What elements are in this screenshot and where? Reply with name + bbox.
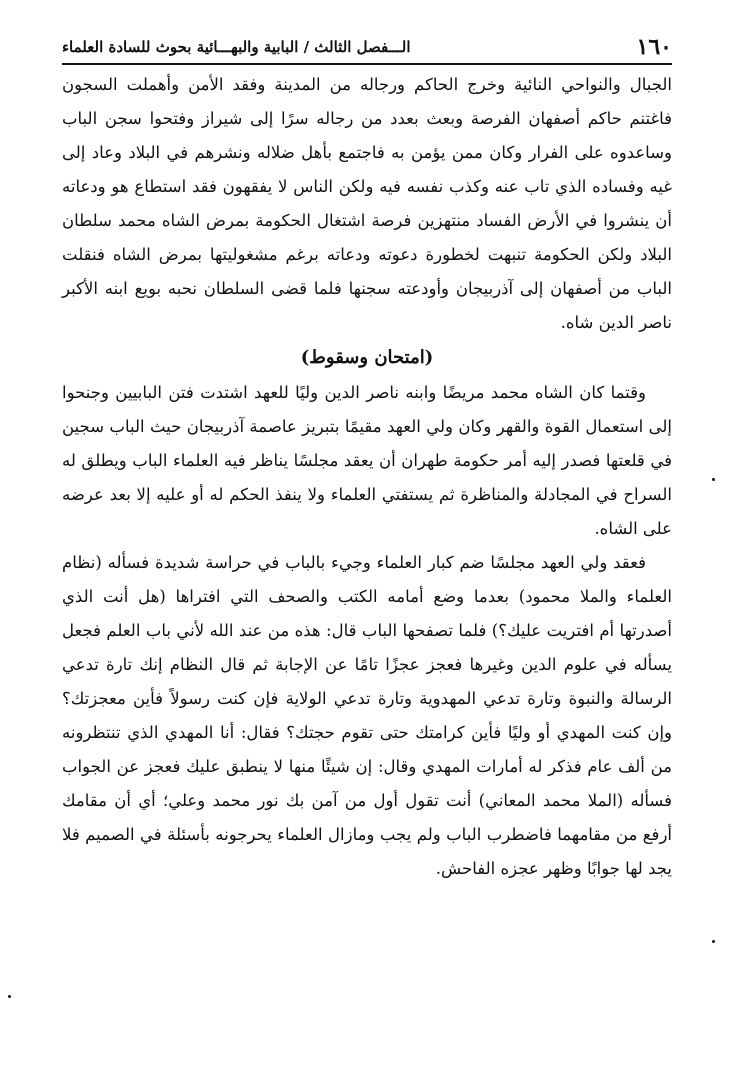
page-body — [62, 68, 672, 886]
scan-speck — [8, 995, 11, 998]
scan-speck — [712, 940, 715, 943]
scan-speck — [712, 478, 715, 481]
page-header — [62, 30, 672, 60]
header-divider — [62, 63, 672, 65]
paragraph-continued: الجبال والنواحي النائية وخرج الحاكم ورجاله من المدينة وفقد الأمن وأهملت السجون فاغتنم حاكم أصفهان الفرصة وبعث بعدد من رجاله سرًا إلى شيراز وفتحوا سجن الباب وساعدوه على الفرار وكان ممن يؤمن به فاجتمع بأهل ضلاله ونشرهم في البلاد وعاد إلى غيه وفساده الذي تاب عنه وكذب نفسه فيه ولكن الناس لا يفقهون فقد استطاع هو ودعاته أن ينشروا في الأرض الفساد منتهزين فرصة اشتغال الحكومة بمرض الشاه محمد سلطان البلاد ولكن الحكومة تنبهت لخطورة دعوته ودعاته برغم مشغوليتها بمرض الشاه فنقلت الباب من أصفهان إلى آذربيجان وأودعته سجنها فلما قضى السلطان نحبه بويع ابنه الأكبر ناصر الدين شاه. — [62, 75, 672, 332]
section-heading: (امتحان وسقوط) — [300, 347, 434, 368]
section-paragraph-1: وقتما كان الشاه محمد مريضًا وابنه ناصر الدين وليًا للعهد اشتدت فتن البابيين وجنحوا إلى استعمال القوة والقهر وكان ولي العهد مقيمًا بتبريز عاصمة آذربيجان حيث الباب سجين في قلعتها فصدر إليه أمر حكومة طهران أن يعقد مجلسًا يناظر فيه العلماء الباب ويطلق له السراح في المجادلة والمناظرة ثم يستفتي العلماء ولا ينفذ الحكم له أو عليه إلا بعد عرضه على الشاه. — [62, 383, 672, 538]
running-title: الـــفصل الثالث / البابية والبهـــائية بحوث للسادة العلماء — [62, 38, 411, 56]
section-paragraph-2: فعقد ولي العهد مجلسًا ضم كبار العلماء وجيء بالباب في حراسة شديدة فسأله (نظام العلماء والملا محمود) بعدما وضع أمامه الكتب والصحف التي افتراها (هل أنت الذي أصدرتها أم افتريت عليك؟) فلما تصفحها الباب قال: هذه من عند الله لأني باب العلم فجعل يسأله في علوم الدين وغيرها فعجز عجزًا تامًا عن الإجابة ثم قال النظام إنك تارة تدعي الرسالة والنبوة وتارة تدعي المهدوية وتارة تدعي الولاية فإن كنت رسولاً فأين معجزتك؟ وإن كنت المهدي أو وليًا فأين كرامتك حتى تقوم حجتك؟ فقال: أنا المهدي الذي تنتظرونه من ألف عام فذكر له أمارات المهدي وقال: إن شيئًا منها لا ينطبق عليك فعجز عن الجواب فسأله (الملا محمد المعاني) أنت تقول أول من آمن بك نور محمد وعلي؛ أي أن مقامك أرفع من مقامهما فاضطرب الباب ولم يجب ومازال العلماء يحرجونه بأسئلة في الصميم فلا يجد لها جوابًا وظهر عجزه الفاحش. — [62, 553, 672, 878]
page-number: ١٦٠ — [636, 34, 672, 60]
